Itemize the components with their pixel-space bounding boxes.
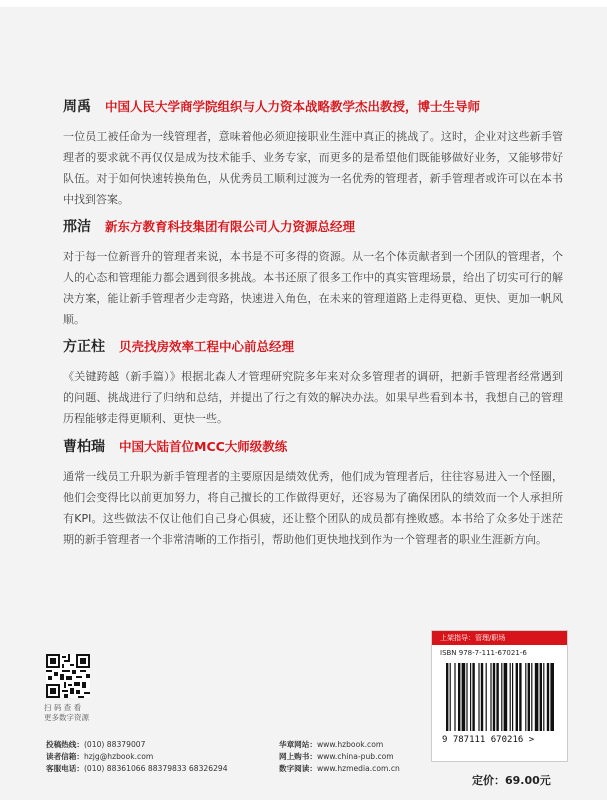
contact-row: 网上购书：www.china-pub.com [279,752,394,761]
barcode-bar [501,663,502,731]
review-text: 《关键跨越（新手篇）》根据北森人才管理研究院多年来对众多管理者的调研，把新手管理者经常遇到的问题、挑战进行了归纳和总结，并提出了行之有效的解决办法。如果早些看到本书，我想自己的管理历程能够走得更顺利、更快一些。 [63,370,563,425]
price-label: 定价：69.00元 [472,774,551,787]
barcode-bar [472,663,474,731]
review-text: 对于每一位新晋升的管理者来说，本书是不可多得的资源。从一名个体贡献者到一个团队的管理者，个人的心态和管理能力都会遇到很多挑战。本书还原了很多工作中的真实管理场景，给出了切实可行的解决方案，能让新手管理者少走弯路，快速进入角色，在未来的管理道路上走得更稳、更快、更加一帆风顺。 [63,250,563,326]
barcode-bar [454,663,455,731]
reviewer-title: 中国人民大学商学院组织与人力资本战略教学杰出教授，博士生导师 [105,99,481,114]
barcode-bar [450,663,451,731]
reviewer-title: 中国大陆首位MCC大师级教练 [119,439,288,454]
qr-code[interactable] [46,654,90,698]
barcode-bar [446,663,448,731]
barcode-bar [531,663,532,731]
contact-info-right [279,739,400,775]
contact-row: 客服电话：(010) 88361066 88379833 68326294 [46,764,228,773]
barcode-bar [478,663,479,731]
reviewer-title: 新东方教育科技集团有限公司人力资源总经理 [105,219,356,234]
qr-caption-line: 扫 码 查 看 [44,703,82,712]
top-white-strip [0,0,607,7]
contact-row: 投稿热线：(010) 88379007 [46,740,146,749]
review-block-1 [63,96,563,210]
barcode-bar [512,663,513,731]
barcode-bar [504,663,508,731]
review-block-3 [63,336,563,429]
reviewer-name: 周禹 [63,99,91,115]
barcode-bar [466,663,467,731]
reviewer-title: 贝壳找房效率工程中心前总经理 [119,339,295,354]
barcode-bar [496,663,498,731]
review-text: 通常一线员工升职为新手管理者的主要原因是绩效优秀，他们成为管理者后，往往容易进入一个怪圈，他们会变得比以前更加努力，将自己擅长的工作做得更好，还容易为了确保团队的绩效而一个人承担所有KPI。这些做法不仅让他们自己身心俱疲，还让整个团队的成员都有挫败感。本书给了众多处于迷茫期的新手管理者一个非常清晰的工作指引，帮助他们更快地找到作为一个管理者的职业生涯新方向。 [63,470,563,546]
qr-caption-line: 更多数字资源 [44,713,89,722]
category-strip: 上架指导：管理/职场 [432,631,567,645]
contact-row: 读者信箱：hzjg@hzbook.com [46,752,154,761]
barcode-bar [481,663,483,731]
reviewer-name: 曹柏瑞 [63,439,105,455]
barcode-bar [470,663,471,731]
barcode-bar [510,663,511,731]
barcode-bar [516,663,518,731]
barcode-bar [550,663,554,731]
reviewer-name: 方正柱 [63,339,105,355]
barcode-box [431,630,568,762]
barcode-bar [535,663,539,731]
review-block-2 [63,216,563,330]
review-block-4 [63,436,563,550]
barcode-bar [540,663,542,731]
contact-row: 数字阅读：www.hzmedia.com.cn [279,764,400,773]
barcode-bar [462,663,466,731]
barcode-digits: 9 787111 670216 > [442,735,535,745]
barcode-bar [519,663,521,731]
barcode-bar [490,663,491,731]
isbn-text: ISBN 978-7-111-67021-6 [440,649,527,657]
barcode-bar [486,663,487,731]
contact-row: 华章网站：www.hzbook.com [279,740,384,749]
qr-caption [44,703,104,723]
barcode-bar [493,663,495,731]
barcode-bar [543,663,544,731]
barcode-bar [525,663,526,731]
barcode-bar [528,663,530,731]
reviewer-name: 邢洁 [63,219,91,235]
barcode-bar [458,663,460,731]
barcode-graphic [440,661,558,745]
barcode-bar [547,663,549,731]
contact-info-left [46,739,228,775]
review-text: 一位员工被任命为一线管理者，意味着他必须迎接职业生涯中真正的挑战了。这时，企业对这些新手管理者的要求就不再仅仅是成为技术能手、业务专家，而更多的是希望他们既能够做好业务，又能够带好队伍。对于如何快速转换角色，从优秀员工顺利过渡为一名优秀的管理者，新手管理者或许可以在本书中找到答案。 [63,130,563,206]
